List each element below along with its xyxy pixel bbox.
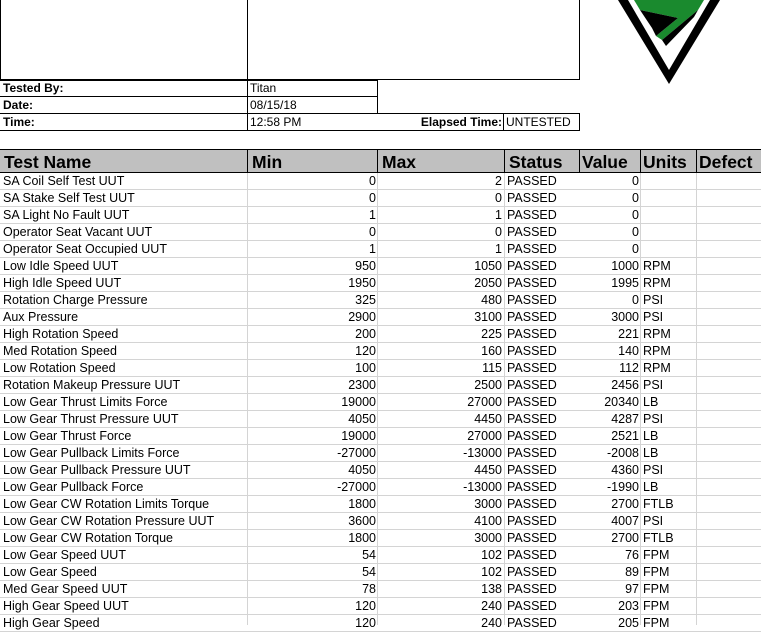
tested-by-value: Titan [250, 81, 277, 95]
status-cell: PASSED [507, 565, 557, 579]
value-cell: 2700 [611, 531, 639, 545]
status-cell: PASSED [507, 429, 557, 443]
value-cell: 3000 [611, 310, 639, 324]
test-name-cell: Med Gear Speed UUT [3, 582, 128, 596]
max-cell: 480 [481, 293, 502, 307]
status-cell: PASSED [507, 446, 557, 460]
units-cell: PSI [643, 412, 664, 426]
min-cell: 0 [369, 191, 376, 205]
tested-by-label: Tested By: [3, 81, 64, 95]
max-cell: 115 [482, 361, 502, 375]
max-cell: 102 [481, 565, 502, 579]
max-cell: 27000 [467, 429, 502, 443]
status-cell: PASSED [507, 480, 557, 494]
test-name-cell: Low Gear Thrust Force [3, 429, 132, 443]
min-cell: 1 [369, 242, 376, 256]
test-name-cell: Low Gear CW Rotation Torque [3, 531, 173, 545]
table-row[interactable] [0, 411, 761, 428]
max-cell: 102 [481, 548, 502, 562]
min-cell: 3600 [348, 514, 376, 528]
column-header-test-name[interactable]: Test Name [0, 150, 248, 172]
triangle-logo-icon [618, 0, 720, 86]
value-cell: 221 [618, 327, 639, 341]
test-name-cell: Low Gear Thrust Pressure UUT [3, 412, 179, 426]
status-cell: PASSED [507, 616, 557, 630]
test-name-cell: Low Gear Pullback Force [3, 480, 144, 494]
status-cell: PASSED [507, 497, 557, 511]
value-cell: 89 [625, 565, 639, 579]
status-cell: PASSED [507, 344, 557, 358]
units-cell: FTLB [643, 531, 674, 545]
max-cell: 1 [495, 242, 502, 256]
table-row[interactable] [0, 496, 761, 513]
table-row[interactable] [0, 615, 761, 632]
value-cell: 0 [632, 191, 639, 205]
min-cell: 1800 [348, 531, 376, 545]
status-cell: PASSED [507, 225, 557, 239]
value-cell: 2456 [611, 378, 639, 392]
value-cell: 20340 [604, 395, 639, 409]
table-row[interactable] [0, 173, 761, 190]
units-cell: LB [643, 395, 659, 409]
table-row[interactable] [0, 547, 761, 564]
test-name-cell: Low Gear Speed UUT [3, 548, 126, 562]
status-cell: PASSED [507, 463, 557, 477]
units-cell: LB [643, 446, 659, 460]
status-cell: PASSED [507, 361, 557, 375]
test-name-cell: Low Gear Pullback Pressure UUT [3, 463, 191, 477]
elapsed-time-label: Elapsed Time: [420, 115, 502, 129]
value-cell: -2008 [607, 446, 639, 460]
table-row[interactable] [0, 292, 761, 309]
elapsed-time-value: UNTESTED [506, 115, 571, 129]
value-cell: 76 [625, 548, 639, 562]
value-cell: 2521 [611, 429, 639, 443]
value-cell: 140 [618, 344, 639, 358]
max-cell: 3000 [474, 497, 502, 511]
value-cell: 4007 [611, 514, 639, 528]
min-cell: 0 [369, 225, 376, 239]
status-cell: PASSED [507, 174, 557, 188]
units-cell: FPM [643, 616, 670, 630]
units-cell: FPM [643, 548, 670, 562]
max-cell: 2 [495, 174, 502, 188]
units-cell: PSI [643, 378, 664, 392]
value-cell: 112 [619, 361, 639, 375]
table-row[interactable] [0, 564, 761, 581]
column-header-units[interactable]: Units [641, 150, 697, 172]
test-name-cell: Med Rotation Speed [3, 344, 117, 358]
min-cell: -27000 [337, 480, 376, 494]
value-cell: 0 [632, 174, 639, 188]
date-value: 08/15/18 [250, 98, 297, 112]
value-cell: 2700 [611, 497, 639, 511]
min-cell: 0 [369, 174, 376, 188]
table-row[interactable] [0, 428, 761, 445]
table-row[interactable] [0, 530, 761, 547]
min-cell: 19000 [341, 395, 376, 409]
max-cell: 3100 [474, 310, 502, 324]
status-cell: PASSED [507, 378, 557, 392]
units-cell: FPM [643, 599, 670, 613]
table-row[interactable] [0, 258, 761, 275]
max-cell: 1 [495, 208, 502, 222]
max-cell: 3000 [474, 531, 502, 545]
min-cell: -27000 [337, 446, 376, 460]
value-cell: 0 [632, 242, 639, 256]
units-cell: RPM [643, 327, 671, 341]
time-label: Time: [3, 115, 35, 129]
test-name-cell: High Idle Speed UUT [3, 276, 122, 290]
units-cell: LB [643, 429, 659, 443]
status-cell: PASSED [507, 582, 557, 596]
column-header-value[interactable]: Value [580, 150, 641, 172]
test-name-cell: High Gear Speed UUT [3, 599, 129, 613]
table-row[interactable] [0, 479, 761, 496]
table-row[interactable] [0, 513, 761, 530]
table-row[interactable] [0, 377, 761, 394]
status-cell: PASSED [507, 242, 557, 256]
table-row[interactable] [0, 190, 761, 207]
test-name-cell: Operator Seat Vacant UUT [3, 225, 153, 239]
max-cell: 240 [481, 599, 502, 613]
table-row[interactable] [0, 207, 761, 224]
table-row[interactable] [0, 224, 761, 241]
status-cell: PASSED [507, 548, 557, 562]
status-cell: PASSED [507, 208, 557, 222]
test-name-cell: Low Gear Pullback Limits Force [3, 446, 180, 460]
column-header-defect[interactable]: Defect [699, 152, 753, 172]
value-cell: 1995 [611, 276, 639, 290]
units-cell: PSI [643, 514, 664, 528]
min-cell: 120 [355, 344, 376, 358]
test-name-cell: Low Gear Thrust Limits Force [3, 395, 168, 409]
top-right-blank-cell [247, 0, 580, 80]
test-name-cell: High Gear Speed [3, 616, 100, 630]
status-cell: PASSED [507, 276, 557, 290]
test-name-cell: Rotation Makeup Pressure UUT [3, 378, 181, 392]
max-cell: 138 [481, 582, 502, 596]
test-name-cell: Low Rotation Speed [3, 361, 116, 375]
status-cell: PASSED [507, 531, 557, 545]
time-value: 12:58 PM [250, 115, 302, 129]
max-cell: 1050 [474, 259, 502, 273]
units-cell: RPM [643, 361, 671, 375]
min-cell: 54 [362, 548, 376, 562]
value-cell: 4287 [611, 412, 639, 426]
table-row[interactable] [0, 241, 761, 258]
column-header-status[interactable]: Status [505, 150, 580, 172]
test-name-cell: SA Light No Fault UUT [3, 208, 130, 222]
max-cell: -13000 [463, 480, 502, 494]
min-cell: 120 [355, 599, 376, 613]
min-cell: 2900 [348, 310, 376, 324]
max-cell: 225 [481, 327, 502, 341]
units-cell: PSI [643, 310, 664, 324]
table-row[interactable] [0, 343, 761, 360]
test-name-cell: High Rotation Speed [3, 327, 119, 341]
max-cell: 2500 [474, 378, 502, 392]
min-cell: 4050 [348, 463, 376, 477]
min-cell: 1 [369, 208, 376, 222]
min-cell: 1950 [348, 276, 376, 290]
units-cell: FPM [643, 582, 670, 596]
max-cell: 240 [481, 616, 502, 630]
max-cell: 4100 [474, 514, 502, 528]
value-cell: 203 [618, 599, 639, 613]
units-cell: RPM [643, 259, 671, 273]
min-cell: 2300 [348, 378, 376, 392]
value-cell: 0 [632, 225, 639, 239]
test-name-cell: Low Gear CW Rotation Pressure UUT [3, 514, 215, 528]
units-cell: FPM [643, 565, 670, 579]
status-cell: PASSED [507, 412, 557, 426]
min-cell: 325 [355, 293, 376, 307]
test-name-cell: SA Coil Self Test UUT [3, 174, 125, 188]
min-cell: 200 [355, 327, 376, 341]
status-cell: PASSED [507, 310, 557, 324]
min-cell: 19000 [341, 429, 376, 443]
test-name-cell: SA Stake Self Test UUT [3, 191, 135, 205]
test-name-cell: Low Idle Speed UUT [3, 259, 119, 273]
max-cell: 27000 [467, 395, 502, 409]
value-cell: -1990 [607, 480, 639, 494]
status-cell: PASSED [507, 293, 557, 307]
units-cell: LB [643, 480, 659, 494]
test-name-cell: Operator Seat Occupied UUT [3, 242, 167, 256]
units-cell: RPM [643, 344, 671, 358]
status-cell: PASSED [507, 327, 557, 341]
table-row[interactable] [0, 326, 761, 343]
min-cell: 100 [355, 361, 376, 375]
min-cell: 4050 [348, 412, 376, 426]
units-cell: PSI [643, 293, 664, 307]
table-row[interactable] [0, 360, 761, 377]
value-cell: 0 [632, 208, 639, 222]
max-cell: 4450 [474, 463, 502, 477]
table-row[interactable] [0, 445, 761, 462]
status-cell: PASSED [507, 514, 557, 528]
top-left-blank-cell [0, 0, 248, 80]
test-name-cell: Rotation Charge Pressure [3, 293, 148, 307]
status-cell: PASSED [507, 191, 557, 205]
table-row[interactable] [0, 309, 761, 326]
max-cell: 2050 [474, 276, 502, 290]
value-cell: 1000 [611, 259, 639, 273]
table-row[interactable] [0, 462, 761, 479]
min-cell: 950 [355, 259, 376, 273]
table-row[interactable] [0, 581, 761, 598]
column-header-min[interactable]: Min [248, 150, 378, 172]
max-cell: -13000 [463, 446, 502, 460]
units-cell: RPM [643, 276, 671, 290]
test-name-cell: Aux Pressure [3, 310, 79, 324]
status-cell: PASSED [507, 395, 557, 409]
max-cell: 0 [495, 191, 502, 205]
units-cell: FTLB [643, 497, 674, 511]
max-cell: 160 [481, 344, 502, 358]
table-row[interactable] [0, 598, 761, 615]
column-header-max[interactable]: Max [378, 150, 505, 172]
table-row[interactable] [0, 275, 761, 292]
status-cell: PASSED [507, 599, 557, 613]
min-cell: 54 [362, 565, 376, 579]
test-name-cell: Low Gear CW Rotation Limits Torque [3, 497, 210, 511]
table-header [0, 149, 761, 173]
test-name-cell: Low Gear Speed [3, 565, 97, 579]
units-cell: PSI [643, 463, 664, 477]
value-cell: 97 [625, 582, 639, 596]
status-cell: PASSED [507, 259, 557, 273]
value-cell: 0 [632, 293, 639, 307]
max-cell: 4450 [474, 412, 502, 426]
max-cell: 0 [495, 225, 502, 239]
value-cell: 4360 [611, 463, 639, 477]
min-cell: 120 [355, 616, 376, 630]
min-cell: 1800 [348, 497, 376, 511]
min-cell: 78 [362, 582, 376, 596]
date-label: Date: [3, 98, 34, 112]
table-row[interactable] [0, 394, 761, 411]
value-cell: 205 [618, 616, 639, 630]
